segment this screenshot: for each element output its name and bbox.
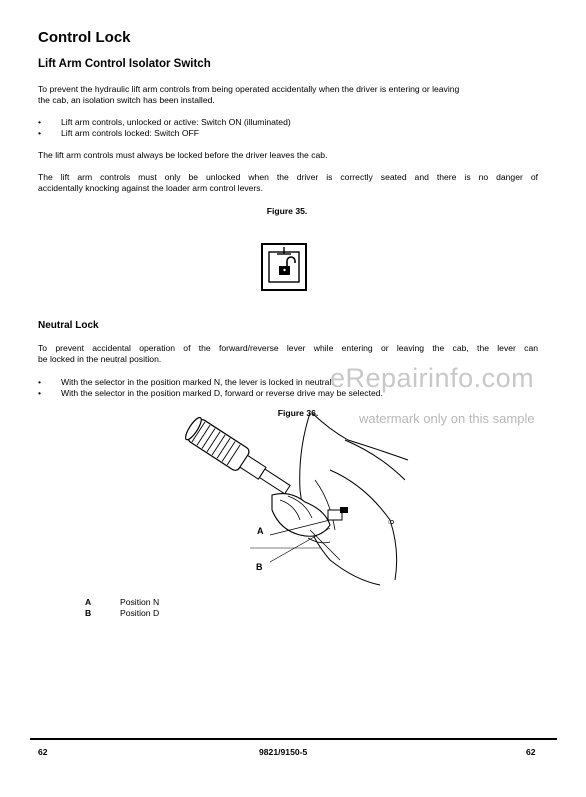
legend-key: A [85, 597, 92, 607]
neutral-intro-line2: be locked in the neutral position. [38, 354, 162, 364]
isolator-intro-line2: the cab, an isolation switch has been installed. [38, 95, 215, 105]
lever-illustration [180, 410, 415, 588]
bullet-dot: • [38, 117, 42, 127]
isolator-note1: The lift arm controls must always be locked before the driver leaves the cab. [38, 150, 328, 160]
section-heading-isolator-switch: Lift Arm Control Isolator Switch [38, 58, 211, 70]
section-heading-neutral-lock: Neutral Lock [38, 320, 99, 331]
legend-value: Position D [120, 608, 160, 618]
neutral-intro-line1: To prevent accidental operation of the forward/reverse lever while entering or leaving the cab, the lever can [38, 343, 538, 353]
list-item-text: Lift arm controls locked: Switch OFF [61, 128, 200, 138]
footer-page-left: 62 [38, 747, 48, 757]
figure-label-b: B [256, 562, 263, 572]
figure-36-caption: Figure 36. [277, 408, 319, 418]
isolator-intro-line1: To prevent the hydraulic lift arm controls from being operated accidentally when the driver is entering or leaving [38, 84, 460, 94]
unlocked-padlock-switch-icon [261, 243, 307, 291]
legend-key: B [85, 608, 92, 618]
list-item-text: Lift arm controls, unlocked or active: Switch ON (illuminated) [61, 117, 291, 127]
figure-label-c: C [388, 520, 392, 526]
watermark-site: eRepairinfo.com [330, 363, 535, 393]
legend-value: Position N [120, 597, 160, 607]
footer-divider [30, 738, 557, 740]
watermark-note: watermark only on this sample [359, 411, 535, 426]
list-item-text: With the selector in the position marked N, the lever is locked in neutral. [61, 377, 334, 387]
bullet-dot: • [38, 388, 42, 398]
figure-label-a: A [257, 526, 264, 536]
footer-page-right: 62 [526, 747, 536, 757]
footer-doc-number: 9821/9150-5 [259, 747, 308, 757]
page-title: Control Lock [38, 29, 131, 46]
isolator-note2-line2: accidentally knocking against the loader arm control levers. [38, 183, 263, 193]
isolator-note2-line1: The lift arm controls must only be unlocked when the driver is correctly seated and there is no danger of [38, 172, 538, 182]
bullet-dot: • [38, 128, 42, 138]
figure-35-caption: Figure 35. [266, 206, 308, 216]
bullet-dot: • [38, 377, 42, 387]
list-item-text: With the selector in the position marked D, forward or reverse drive may be selected. [61, 388, 383, 398]
